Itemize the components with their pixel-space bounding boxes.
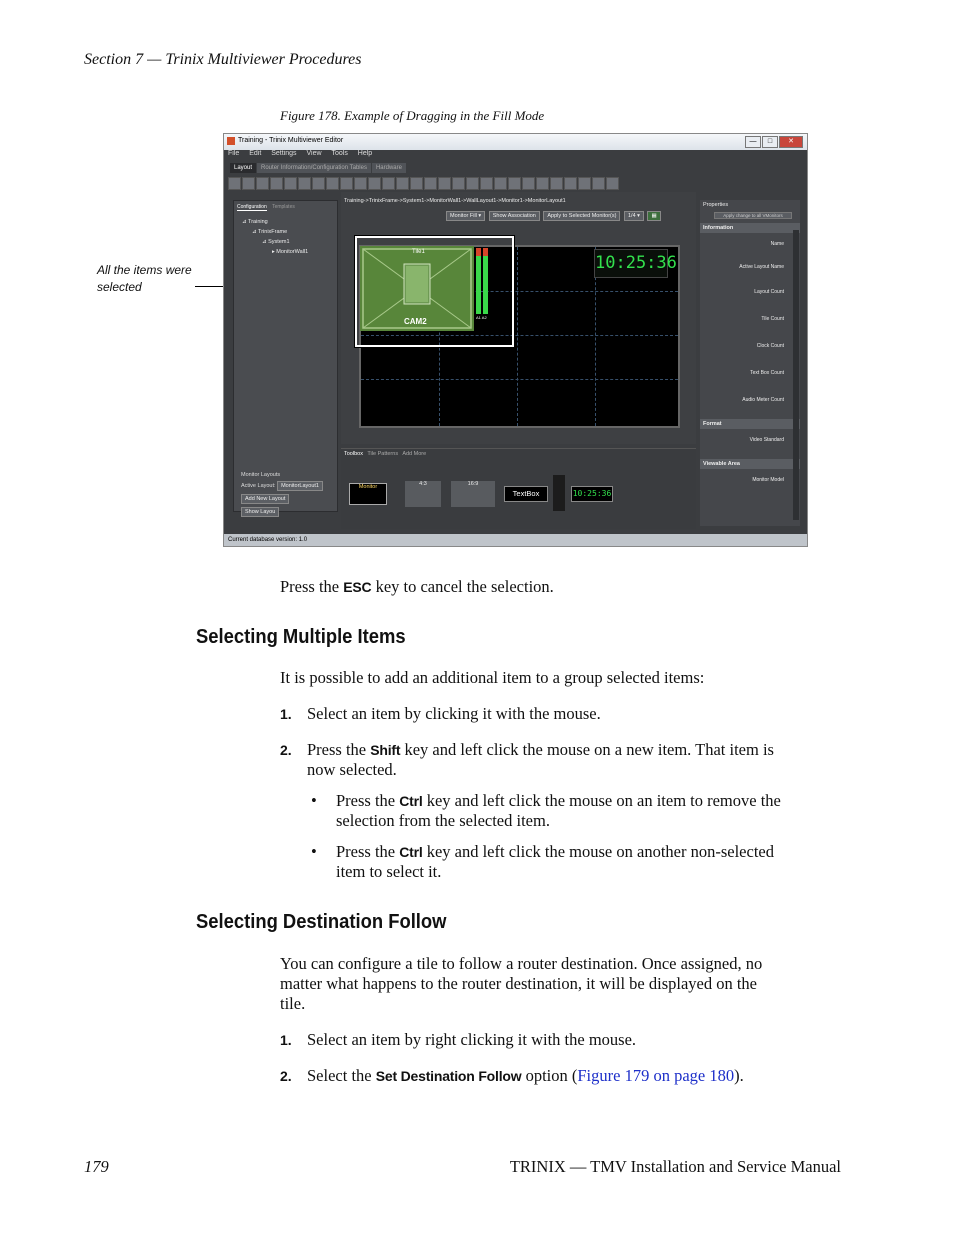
grid-line (361, 379, 678, 380)
step-number: 1. (280, 706, 292, 722)
bullet-1-text: Press the Ctrl key and left click the mouse on an item to remove the selection from the selected item. (336, 791, 781, 830)
menu-edit[interactable]: Edit (249, 150, 262, 157)
toolbox-tabs (341, 449, 696, 459)
window-controls (744, 136, 803, 148)
tab-layout[interactable]: Layout (230, 163, 256, 173)
toolbar-button[interactable] (578, 177, 591, 190)
active-layout-select[interactable]: MonitorLayout1 (277, 481, 323, 491)
follow-paragraph: You can configure a tile to follow a router destination. Once assigned, no matter what happens to the router destination, it will be displayed on the tile. (280, 954, 763, 1013)
show-association-button[interactable]: Show Association (489, 211, 540, 221)
toolbar-button[interactable] (522, 177, 535, 190)
toolbar-button[interactable] (354, 177, 367, 190)
grid-line (517, 247, 518, 426)
tile-source: CAM2 (404, 317, 427, 326)
multi-intro: It is possible to add an additional item to a group selected items: (280, 668, 705, 687)
monitor-layouts-panel (233, 469, 336, 517)
toolbar-button[interactable] (270, 177, 283, 190)
clock-display[interactable]: 10:25:36 (594, 249, 668, 278)
step-1-text: Select an item by clicking it with the mouse. (307, 704, 601, 723)
toolbox-clock[interactable]: 10:25:36 (571, 486, 613, 502)
menu-file[interactable]: File (228, 150, 240, 157)
left-tabs (234, 201, 337, 213)
tile-name: Tile1 (412, 249, 425, 255)
toolbox-textbox[interactable]: TextBox (504, 486, 548, 502)
toolbox-tile-4-3[interactable]: 4:3 (405, 481, 441, 507)
menu-bar (224, 150, 807, 162)
toolbar-button[interactable] (508, 177, 521, 190)
tab-tile-patterns[interactable]: Tile Patterns (367, 451, 399, 457)
bullet: • (311, 842, 317, 861)
toolbar-button[interactable] (410, 177, 423, 190)
menu-tools[interactable]: Tools (331, 150, 348, 157)
monitor-fill-select[interactable]: Monitor Fill ▾ (446, 211, 485, 221)
breadcrumb: Training->TrinixFrame->System1->MonitorWall1->WallLayout1->Monitor1->MonitorLayout1 (344, 198, 566, 204)
follow-step-1-text: Select an item by right clicking it with the mouse. (307, 1030, 637, 1049)
add-new-layout-button[interactable]: Add New Layout (241, 494, 289, 504)
manual-title: TRINIX — TMV Installation and Service Manual (509, 1157, 841, 1176)
window-title: Training - Trinix Multiviewer Editor (238, 137, 344, 144)
tree-item[interactable]: ⊿ System1 (262, 239, 290, 245)
prop-text-box-count: Text Box Count (750, 370, 784, 376)
toolbar-button[interactable] (452, 177, 465, 190)
layout-toolbar (228, 177, 803, 190)
toolbar-button[interactable] (368, 177, 381, 190)
section-header: Section 7 — Trinix Multiviewer Procedures (84, 51, 362, 68)
toolbar-button[interactable] (494, 177, 507, 190)
tree-item[interactable]: ▸ MonitorWall1 (272, 249, 309, 255)
follow-step-2-text: Select the Set Destination Follow option (Figure 179 on page 180). (307, 1066, 744, 1085)
prop-name: Name (770, 241, 784, 247)
figure-callout: All the items were selected (97, 263, 192, 294)
toolbar-button[interactable] (284, 177, 297, 190)
toolbar-button[interactable] (256, 177, 269, 190)
tab-toolbox[interactable]: Toolbox (344, 451, 363, 457)
toolbar-button[interactable] (592, 177, 605, 190)
tree-item[interactable]: ⊿ TrinixFrame (252, 229, 288, 235)
shift-key: Shift (370, 742, 401, 758)
esc-key: ESC (343, 579, 372, 595)
page-number: 179 (84, 1157, 109, 1176)
bullet: • (311, 791, 317, 810)
tab-configuration[interactable]: Configuration (237, 204, 267, 210)
configuration-panel (233, 200, 338, 512)
tab-add-more[interactable]: Add More (402, 451, 427, 457)
toolbar-button[interactable] (312, 177, 325, 190)
monitor-layouts-title: Monitor Layouts (241, 472, 281, 478)
toolbar-button[interactable] (396, 177, 409, 190)
app-icon (227, 137, 235, 145)
tab-templates[interactable]: Templates (272, 204, 295, 210)
prop-monitor-model: Monitor Model (752, 477, 784, 483)
toolbar-button[interactable] (228, 177, 241, 190)
toolbar-button[interactable] (298, 177, 311, 190)
show-layout-button[interactable]: Show Layou (241, 507, 279, 517)
maximize-button[interactable]: □ (762, 136, 778, 148)
toolbox-panel (341, 448, 696, 529)
menu-view[interactable]: View (306, 150, 322, 157)
figure-caption: Figure 178. Example of Dragging in the Fill Mode (280, 108, 545, 123)
prop-layout-count: Layout Count (754, 289, 784, 295)
heading-selecting-multiple-items: Selecting Multiple Items (196, 626, 406, 648)
toolbar-button[interactable] (382, 177, 395, 190)
status-bar: Current database version: 1.0 (224, 534, 807, 546)
tab-hardware[interactable]: Hardware (372, 163, 406, 173)
bullet-2-text: Press the Ctrl key and left click the mouse on another non-selected item to select it. (336, 842, 774, 881)
toolbar-button[interactable] (564, 177, 577, 190)
toolbar-button[interactable] (340, 177, 353, 190)
prop-clock-count: Clock Count (756, 343, 784, 349)
toolbar-button[interactable] (438, 177, 451, 190)
prop-tile-count: Tile Count (761, 316, 784, 322)
application-screenshot (223, 133, 808, 547)
toolbar-button[interactable] (536, 177, 549, 190)
viewable-area-section[interactable]: Viewable Area (700, 459, 800, 469)
prop-video-standard: Video Standard (749, 437, 784, 443)
toolbar-button[interactable] (326, 177, 339, 190)
minimize-button[interactable]: — (745, 136, 761, 148)
menu-settings[interactable]: Settings (271, 150, 297, 157)
toolbar-button[interactable] (466, 177, 479, 190)
toolbox-audio-meter[interactable] (553, 475, 565, 511)
step-number: 2. (280, 1068, 292, 1084)
step-2-text: Press the Shift key and left click the mouse on a new item. That item is now selected. (307, 740, 774, 779)
ctrl-key: Ctrl (399, 793, 423, 809)
toolbar-button[interactable] (606, 177, 619, 190)
toolbar-button[interactable] (550, 177, 563, 190)
selection-box (355, 236, 514, 347)
toolbar-button[interactable] (242, 177, 255, 190)
step-number: 1. (280, 1032, 292, 1048)
tab-router-information[interactable]: Router Information/Configuration Tables (257, 163, 371, 173)
window-titlebar (224, 134, 807, 151)
canvas-controls (446, 211, 663, 221)
audio-meter-label: A1 A2 (476, 315, 487, 320)
active-layout-label: Active Layout: (241, 483, 276, 489)
set-destination-follow-option: Set Destination Follow (375, 1068, 522, 1084)
toolbar-button[interactable] (424, 177, 437, 190)
step-number: 2. (280, 742, 292, 758)
figure-179-link[interactable]: Figure 179 on page 180 (577, 1066, 735, 1085)
toolbox-monitor[interactable]: Monitor (349, 483, 387, 505)
properties-scrollbar[interactable] (793, 230, 799, 520)
properties-panel (700, 200, 800, 526)
prop-active-layout-name: Active Layout Name (739, 264, 784, 270)
menu-help[interactable]: Help (357, 150, 373, 157)
format-section[interactable]: Format (700, 419, 800, 429)
heading-selecting-destination-follow: Selecting Destination Follow (196, 911, 447, 933)
close-button[interactable]: ✕ (779, 136, 803, 148)
esc-paragraph: Press the ESC key to cancel the selection. (280, 577, 554, 596)
configuration-tree (234, 217, 337, 257)
grid-icon[interactable]: ▦ (647, 211, 660, 221)
tree-item[interactable]: ⊿ Training (242, 219, 268, 225)
ctrl-key: Ctrl (399, 844, 423, 860)
prop-audio-meter-count: Audio Meter Count (742, 397, 784, 403)
properties-title: Properties (703, 202, 729, 208)
main-tabs (230, 163, 407, 175)
apply-all-button[interactable]: Apply change to all VMonitors (714, 212, 792, 219)
fraction-select[interactable]: 1/4 ▾ (624, 211, 644, 221)
toolbar-button[interactable] (480, 177, 493, 190)
information-section[interactable]: Information (700, 223, 800, 233)
toolbox-tile-16-9[interactable]: 16:9 (451, 481, 495, 507)
apply-to-selected-button[interactable]: Apply to Selected Monitor(s) (543, 211, 620, 221)
